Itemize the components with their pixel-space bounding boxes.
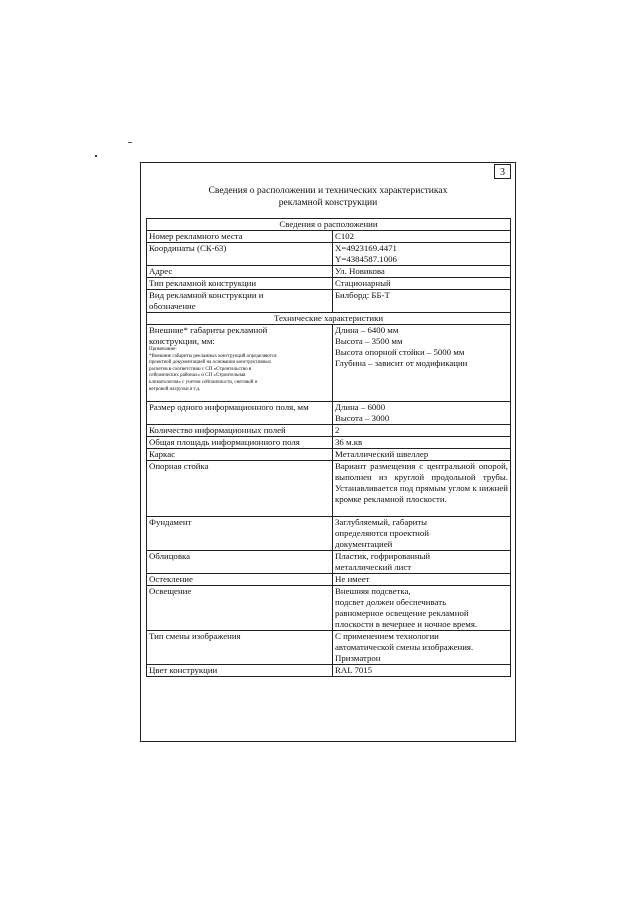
page-number: 3 xyxy=(494,164,511,179)
label-frame: Каркас xyxy=(147,449,333,461)
dims-height: Высота – 3500 мм xyxy=(335,336,403,346)
lighting-line: Внешняя подсветка, xyxy=(335,586,411,596)
cladding-line: металлический лист xyxy=(335,562,412,572)
table-row xyxy=(147,665,511,677)
section-header-location xyxy=(147,219,511,231)
coord-y: Y=4384587.1006 xyxy=(335,254,397,264)
table-row xyxy=(147,551,511,574)
title-line-2: рекламной конструкции xyxy=(278,197,378,208)
label-lighting: Освещение xyxy=(147,586,333,631)
lighting-line: подсвет должен обеспечивать xyxy=(335,597,447,607)
section-location-cell: Сведения о расположении xyxy=(147,219,511,231)
table-row xyxy=(147,574,511,586)
foundation-line: определяются проектной xyxy=(335,528,429,538)
document-title xyxy=(140,185,516,209)
value-address: Ул. Новикова xyxy=(333,266,511,278)
section-header-technical xyxy=(147,313,511,325)
value-field-area: 36 м.кв xyxy=(333,437,511,449)
field-length: Длина – 6000 xyxy=(335,402,386,412)
value-cladding xyxy=(333,551,511,574)
label-field-area: Общая площадь информационного поля xyxy=(147,437,333,449)
cladding-line: Пластик, гофрированный xyxy=(335,551,431,561)
value-frame: Металлический швеллер xyxy=(333,449,511,461)
label-type: Тип рекламной конструкции xyxy=(147,278,333,290)
note-line: ветровой нагрузки и т.д. xyxy=(149,386,201,392)
note-line: проектной документацией на основании конструктивных xyxy=(149,360,272,366)
label-number: Номер рекламного места xyxy=(147,231,333,243)
dims-depth: Глубина – зависит от модификации xyxy=(335,358,468,368)
note-line: климатология» с учетом сейсмичности, снеговой и xyxy=(149,379,258,385)
coord-x: X=4923169.4471 xyxy=(335,243,397,253)
value-foundation xyxy=(333,517,511,551)
label-kind-2: обозначение xyxy=(149,301,196,311)
table-row xyxy=(147,290,511,313)
table-row xyxy=(147,631,511,665)
value-type: Стационарный xyxy=(333,278,511,290)
value-field-size xyxy=(333,402,511,425)
value-color: RAL 7015 xyxy=(333,665,511,677)
label-kind xyxy=(147,290,333,313)
label-image-change: Тип смены изображения xyxy=(147,631,333,665)
title-line-1: Сведения о расположении и технических характеристиках xyxy=(208,185,448,196)
table-row xyxy=(147,425,511,437)
label-kind-1: Вид рекламной конструкции и xyxy=(149,290,264,300)
value-kind: Билборд: ББ-Т xyxy=(333,290,511,313)
value-glazing: Не имеет xyxy=(333,574,511,586)
label-field-count: Количество информационных полей xyxy=(147,425,333,437)
label-address: Адрес xyxy=(147,266,333,278)
label-cladding: Облицовка xyxy=(147,551,333,574)
table-row xyxy=(147,402,511,425)
image-change-line: автоматической смены изображения. xyxy=(335,642,474,652)
scan-mark xyxy=(128,142,132,143)
table-row xyxy=(147,586,511,631)
label-dims-1: Внешние* габариты рекламной xyxy=(149,325,268,335)
table-row xyxy=(147,266,511,278)
label-support: Опорная стойка xyxy=(147,461,333,517)
section-technical-cell: Технические характеристики xyxy=(147,313,511,325)
table-row xyxy=(147,325,511,402)
value-field-count: 2 xyxy=(333,425,511,437)
table-row xyxy=(147,461,511,517)
label-foundation: Фундамент xyxy=(147,517,333,551)
table-row xyxy=(147,449,511,461)
foundation-line: документацией xyxy=(335,539,393,549)
note-line: *Внешние габариты рекламных конструкций определяются xyxy=(149,353,277,359)
dims-support-height: Высота опорной стойки – 5000 мм xyxy=(335,347,465,357)
lighting-line: плоскости в вечернее и ночное время. xyxy=(335,619,478,629)
image-change-line: Призматрон xyxy=(335,653,381,663)
table-row xyxy=(147,278,511,290)
label-dims-2: конструкции, мм: xyxy=(149,336,215,346)
table-row xyxy=(147,243,511,266)
specs-table xyxy=(146,218,511,677)
value-image-change xyxy=(333,631,511,665)
table-row xyxy=(147,437,511,449)
dims-length: Длина – 6400 мм xyxy=(335,325,399,335)
note-line: сейсмических районах» и СП «Строительная xyxy=(149,373,246,379)
label-glazing: Остекление xyxy=(147,574,333,586)
scan-dot xyxy=(95,155,97,157)
label-dims xyxy=(147,325,333,402)
label-color: Цвет конструкции xyxy=(147,665,333,677)
value-support: Вариант размещения с центральной опорой, выполнен из круглой продольной трубы. Устанавливается под прямым углом к нижней кромке рекламной плоскости. xyxy=(333,461,511,517)
table-row xyxy=(147,517,511,551)
lighting-line: равномерное освещение рекламной xyxy=(335,608,469,618)
table-row xyxy=(147,231,511,243)
label-field-size: Размер одного информационного поля, мм xyxy=(147,402,333,425)
value-lighting xyxy=(333,586,511,631)
value-coords xyxy=(333,243,511,266)
foundation-line: Заглубляемый, габариты xyxy=(335,517,428,527)
field-height: Высота – 3000 xyxy=(335,413,390,423)
note-title: Примечание: xyxy=(149,347,177,352)
value-dims xyxy=(333,325,511,402)
image-change-line: С применением технологии xyxy=(335,631,439,641)
label-coords: Координаты (СК-63) xyxy=(147,243,333,266)
value-number: С102 xyxy=(333,231,511,243)
note-line: расчетов в соответствии с СП «Строительство в xyxy=(149,366,252,372)
